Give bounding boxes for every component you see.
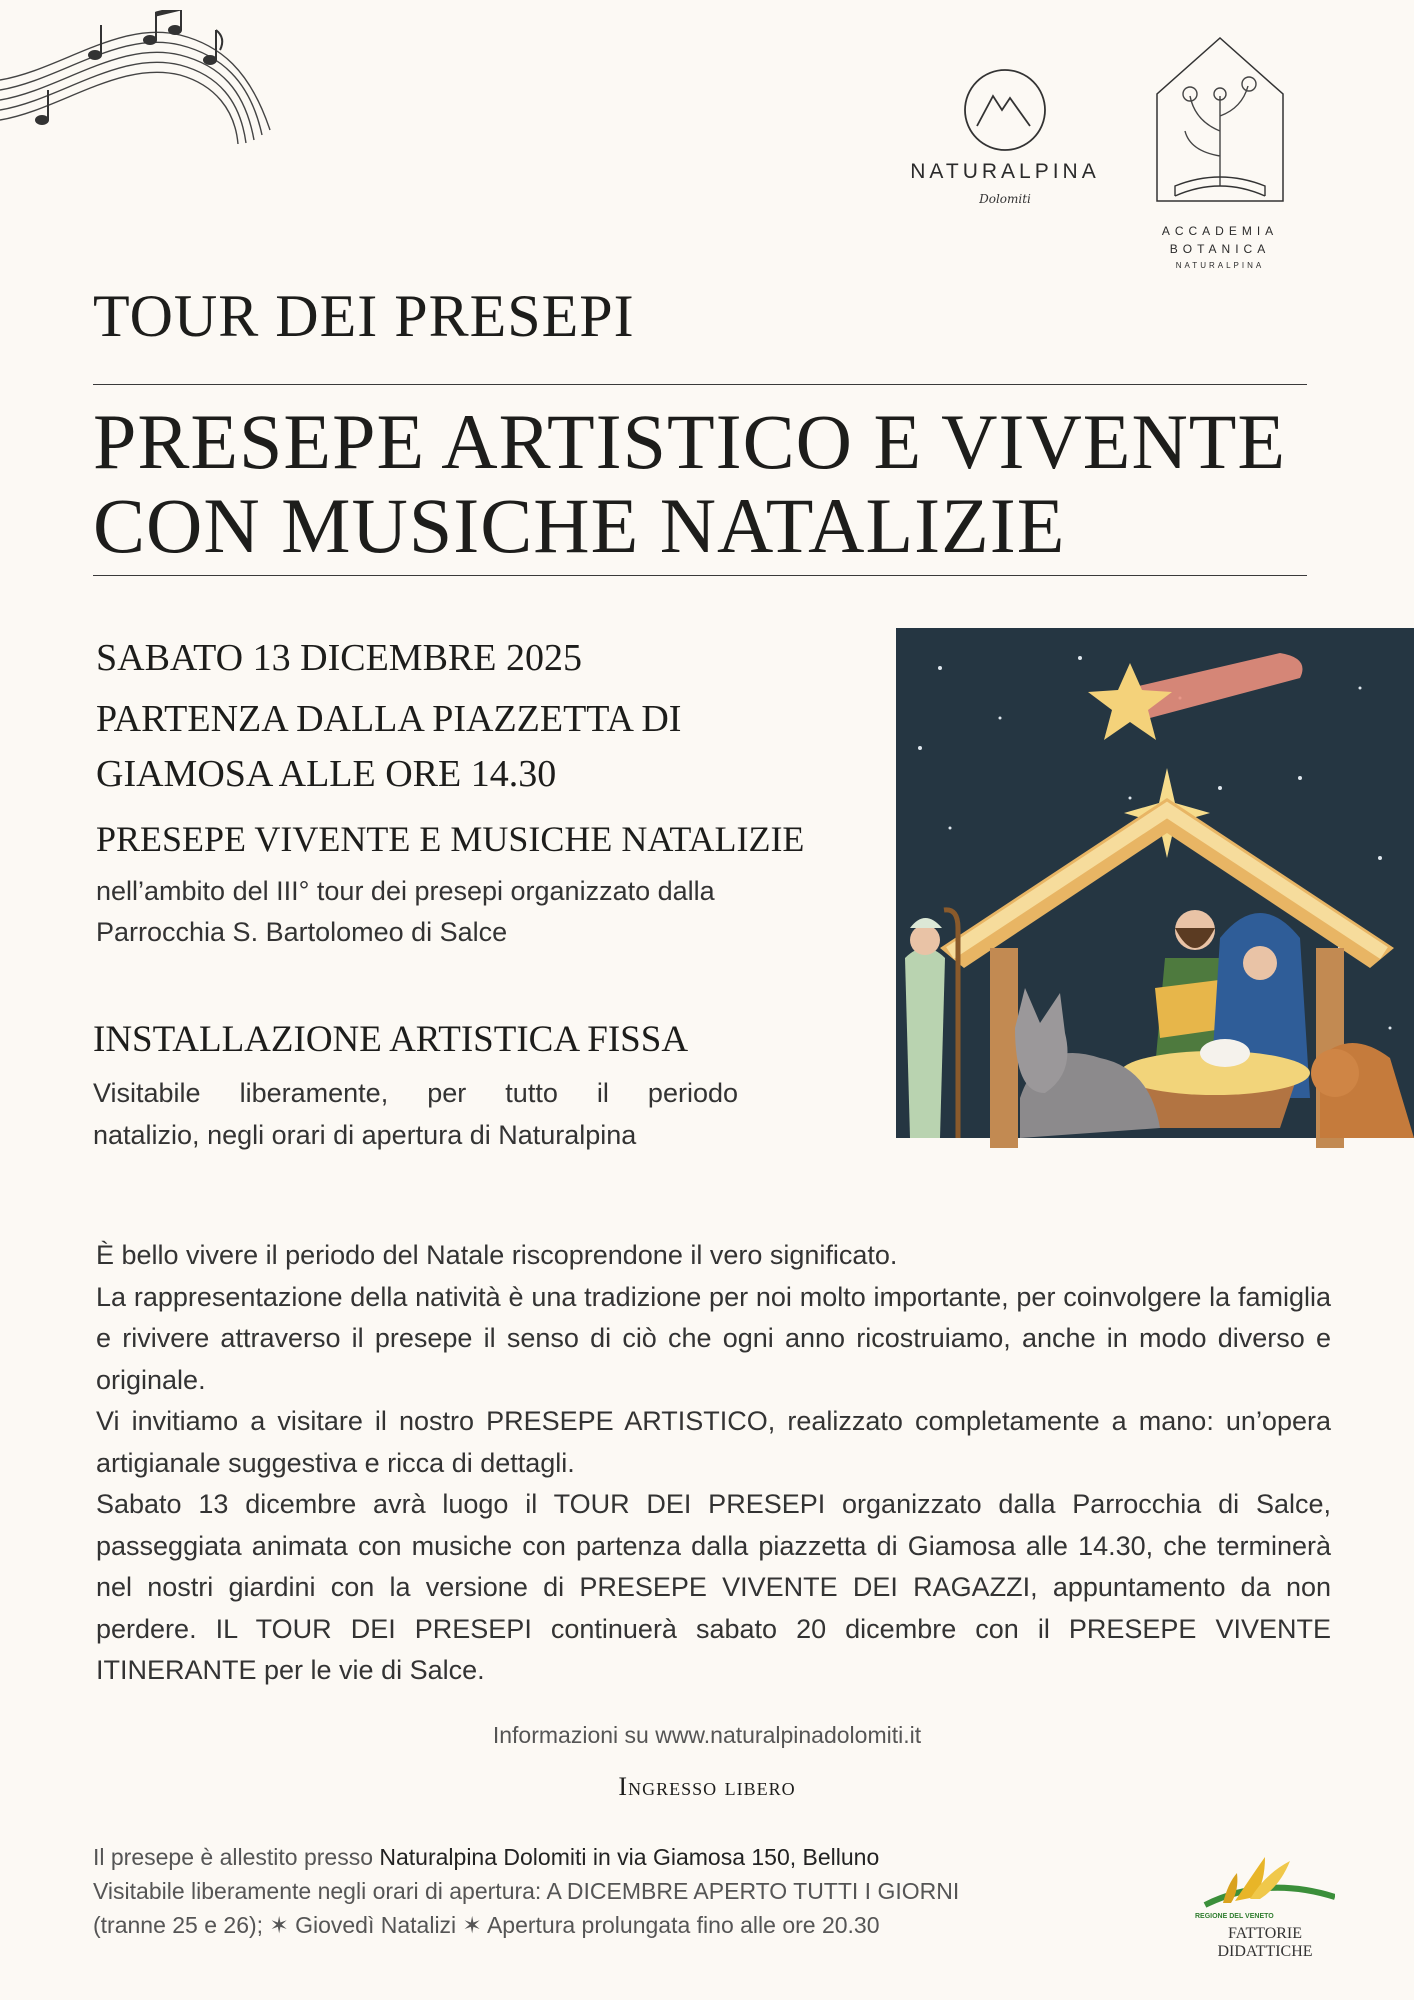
mountain-icon [890,68,1120,158]
naturalpina-logo-sub: Dolomiti [979,192,1031,206]
body-paragraph-1: È bello vivere il periodo del Natale riscoprendone il vero significato. [96,1240,898,1270]
nativity-illustration [880,628,1414,1158]
music-notes-decoration [0,10,290,145]
accademia-logo-line3: NATURALPINA [1175,261,1265,270]
sun-field-icon [1195,1855,1335,1915]
footer-line1-prefix: Il presepe è allestito presso [93,1844,380,1870]
body-paragraph-3: Vi invitiamo a visitare il nostro PRESEPE ARTISTICO, realizzato completamente a mano: un’opera artigianale suggestiva e ricca di dettagli. [96,1406,1331,1478]
footer-line1 [93,1840,959,1874]
main-title-line1: PRESEPE ARTISTICO E VIVENTE [93,398,1287,485]
body-paragraph-4: Sabato 13 dicembre avrà luogo il TOUR DEI PRESEPI organizzato dalla Parrocchia di Salce, passeggiata animata con musiche con partenza dalla piazzetta di Giamosa alle 14.30, che terminerà nel nostri giardini con la versione di PRESEPE VIVENTE DEI RAGAZZI, appuntamento da non perdere. IL TOUR DEI PRESEPI continuerà sabato 20 dicembre con il PRESEPE VIVENTE ITINERANTE per le vie di Salce. [96,1489,1331,1685]
installation-text-line2: natalizio, negli orari di apertura di Naturalpina [93,1120,637,1150]
event-departure-line2: GIAMOSA ALLE ORE 14.30 [96,753,557,795]
divider-top [93,384,1307,385]
main-title-line2: CON MUSICHE NATALIZIE [93,482,1066,569]
kicker-title: TOUR DEI PRESEPI [93,283,635,349]
footer-line2: Visitabile liberamente negli orari di apertura: A DICEMBRE APERTO TUTTI I GIORNI [93,1878,960,1904]
event-departure-line1: PARTENZA DALLA PIAZZETTA DI [96,698,682,740]
installation-title: INSTALLAZIONE ARTISTICA FISSA [93,1019,689,1060]
accademia-botanica-logo [1125,36,1315,276]
fattorie-logo-small: REGIONE DEL VENETO [1195,1913,1274,1920]
fattorie-logo-line2: DIDATTICHE [1217,1943,1313,1960]
event-desc-line2: Parrocchia S. Bartolomeo di Salce [96,917,508,947]
event-date: SABATO 13 DICEMBRE 2025 [96,637,582,679]
fattorie-didattiche-logo [1195,1855,1335,1975]
accademia-logo-line1: ACCADEMIA [1161,224,1279,238]
event-subtitle: PRESEPE VIVENTE E MUSICHE NATALIZIE [96,819,805,859]
footer-line1-place: Naturalpina Dolomiti in via Giamosa 150, Belluno [379,1844,880,1870]
house-flower-icon [1125,36,1315,206]
naturalpina-logo-name: NATURALPINA [910,160,1100,183]
info-website: Informazioni su www.naturalpinadolomiti.it [492,1722,922,1748]
body-paragraph-2: La rappresentazione della natività è una tradizione per noi molto importante, per coinvolgere la famiglia e rivivere attraverso il presepe il senso di ciò che ogni anno ricostruiamo, anche in modo diverso e originale. [96,1281,1331,1395]
fattorie-logo-line1: FATTORIE [1227,1925,1303,1942]
installation-text-line1: Visitabile liberamente, per tutto il periodo [93,1078,738,1108]
accademia-logo-line2: BOTANICA [1169,242,1271,256]
footer-text [93,1840,959,1942]
divider-bottom [93,575,1307,576]
footer-line3: (tranne 25 e 26); ✶ Giovedì Natalizi ✶ Apertura prolungata fino alle ore 20.30 [93,1912,880,1938]
event-desc-line1: nell’ambito del III° tour dei presepi organizzato dalla [96,876,715,906]
naturalpina-logo [890,68,1120,228]
entry-free: Ingresso libero [618,1772,796,1801]
